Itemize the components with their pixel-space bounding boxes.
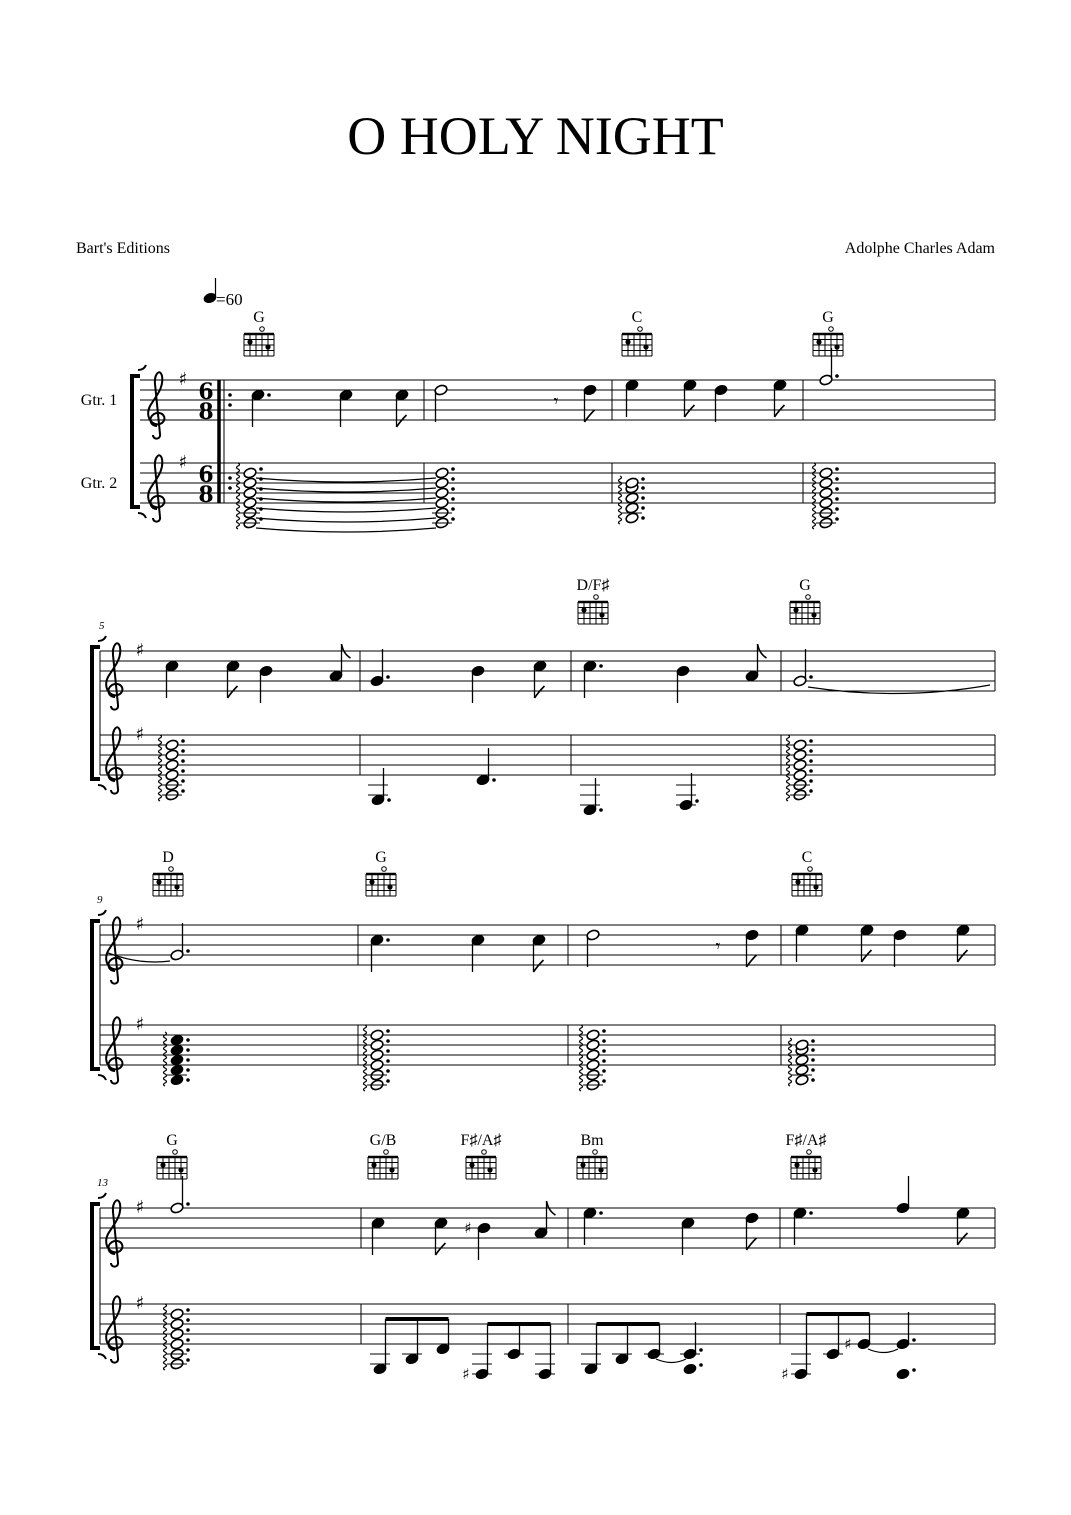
key-signature-sharp: ♯: [135, 724, 145, 745]
augmentation-dot: [835, 507, 839, 511]
chord-diagram-grid: [790, 595, 820, 624]
notehead: [435, 497, 449, 509]
chord-symbol: F♯/A♯: [460, 1132, 502, 1149]
augmentation-dot: [181, 759, 185, 763]
augmentation-dot: [809, 779, 813, 783]
chord-symbol: G/B: [369, 1132, 397, 1149]
augmentation-dot: [267, 393, 271, 397]
chord-diagram-dot: [625, 339, 630, 344]
augmentation-dot: [602, 1069, 606, 1073]
augmentation-dot: [186, 1358, 190, 1362]
notehead: [243, 467, 257, 479]
notehead: [819, 487, 833, 499]
augmentation-dot: [386, 1069, 390, 1073]
key-signature-sharp: ♯: [135, 1197, 145, 1218]
augmentation-dot: [809, 789, 813, 793]
sharp-accidental: ♯: [844, 1335, 852, 1353]
chord-symbol: G: [375, 849, 387, 866]
augmentation-dot: [602, 1079, 606, 1083]
flag: [436, 1243, 446, 1255]
treble-clef: [106, 917, 122, 983]
augmentation-dot: [809, 759, 813, 763]
notehead: [243, 497, 257, 509]
augmentation-dot: [186, 1058, 190, 1062]
notehead: [795, 1074, 809, 1086]
time-signature-bottom: 8: [198, 482, 214, 508]
notehead: [795, 1054, 809, 1066]
augmentation-dot: [186, 1078, 190, 1082]
notehead: [586, 1059, 600, 1071]
tie: [256, 488, 436, 492]
chord-diagram-dot: [160, 1162, 165, 1167]
chord-symbol: D: [162, 849, 174, 866]
augmentation-dot: [811, 1078, 815, 1082]
tie: [656, 1359, 686, 1363]
notehead: [243, 477, 257, 489]
chord-symbol: Bm: [580, 1132, 604, 1149]
tie: [256, 528, 436, 532]
augmentation-dot: [835, 497, 839, 501]
notehead: [586, 1029, 600, 1041]
chord-diagram-dot: [811, 612, 816, 617]
chord-diagram-dot: [369, 879, 374, 884]
composer-credit: Adolphe Charles Adam: [844, 240, 995, 257]
chord-diagram-dot: [643, 344, 648, 349]
key-signature-sharp: ♯: [135, 1014, 145, 1035]
augmentation-dot: [386, 1029, 390, 1033]
treble-clef: [148, 372, 164, 438]
augmentation-dot: [451, 517, 455, 521]
augmentation-dot: [811, 1048, 815, 1052]
augmentation-dot: [695, 799, 699, 803]
flag: [862, 950, 872, 962]
augmentation-dot: [641, 506, 645, 510]
chord-diagram-open-string: [829, 327, 834, 332]
augmentation-dot: [811, 1068, 815, 1072]
flag: [535, 686, 545, 698]
notehead: [819, 497, 833, 509]
augmentation-dot: [186, 1038, 190, 1042]
notehead: [165, 769, 179, 781]
staff-guitar-1: [140, 380, 995, 420]
chord-diagram-dot: [174, 884, 179, 889]
chord-diagram-open-string: [173, 1150, 178, 1155]
key-signature-sharp: ♯: [135, 1293, 145, 1314]
notehead: [625, 492, 639, 504]
notehead: [435, 467, 449, 479]
chord-symbol: F♯/A♯: [785, 1132, 827, 1149]
chord-diagram-open-string: [807, 1150, 812, 1155]
notehead: [625, 512, 639, 524]
notehead: [683, 1363, 697, 1375]
notehead: [795, 1064, 809, 1076]
chord-diagram-dot: [487, 1167, 492, 1172]
key-signature-sharp: ♯: [135, 914, 145, 935]
augmentation-dot: [451, 467, 455, 471]
chord-diagram-open-string: [806, 595, 811, 600]
measure-number: 5: [99, 620, 105, 632]
augmentation-dot: [492, 778, 496, 782]
augmentation-dot: [809, 675, 813, 679]
augmentation-dot: [186, 1202, 190, 1206]
chord-diagram-grid: [792, 867, 822, 896]
augmentation-dot: [811, 1039, 815, 1043]
augmentation-dot: [599, 1211, 603, 1215]
notehead: [165, 749, 179, 761]
augmentation-dot: [186, 1068, 190, 1072]
notehead: [170, 1318, 184, 1330]
chord-diagram-dot: [598, 1167, 603, 1172]
chord-diagram-open-string: [593, 1150, 598, 1155]
chord-diagram-dot: [178, 1167, 183, 1172]
notehead: [370, 1039, 384, 1051]
measure-number: 9: [97, 894, 103, 906]
notehead: [170, 1074, 184, 1086]
notehead: [819, 467, 833, 479]
time-signature-top: 6: [198, 379, 214, 405]
augmentation-dot: [599, 664, 603, 668]
augmentation-dot: [181, 769, 185, 773]
augmentation-dot: [809, 749, 813, 753]
repeat-dot: [228, 476, 232, 480]
notehead: [170, 1328, 184, 1340]
score-title: O HOLY NIGHT: [347, 106, 724, 166]
notehead: [793, 749, 807, 761]
chord-diagram-grid: [466, 1150, 496, 1179]
treble-clef: [106, 643, 122, 709]
chord-diagram-open-string: [260, 327, 265, 332]
notehead: [170, 1034, 184, 1046]
staff-guitar-2: [100, 735, 995, 775]
notehead: [370, 1029, 384, 1041]
key-signature-sharp: ♯: [178, 369, 188, 390]
notehead: [243, 487, 257, 499]
repeat-dot: [228, 393, 232, 397]
chord-diagram-grid: [622, 327, 652, 356]
time-signature-bottom: 8: [198, 399, 214, 425]
augmentation-dot: [186, 1308, 190, 1312]
system-bracket: [92, 921, 100, 1069]
notehead: [165, 739, 179, 751]
augmentation-dot: [809, 769, 813, 773]
chord-diagram-dot: [834, 344, 839, 349]
tie: [808, 685, 990, 694]
chord-diagram-dot: [599, 612, 604, 617]
augmentation-dot: [912, 1368, 916, 1372]
augmentation-dot: [641, 516, 645, 520]
augmentation-dot: [602, 1049, 606, 1053]
augmentation-dot: [386, 938, 390, 942]
notehead: [586, 1039, 600, 1051]
augmentation-dot: [699, 1348, 703, 1352]
augmentation-dot: [912, 1338, 916, 1342]
augmentation-dot: [451, 477, 455, 481]
chord-diagram-dot: [389, 1167, 394, 1172]
staff-guitar-1: [100, 1208, 995, 1248]
system-bracket: [92, 647, 100, 779]
augmentation-dot: [641, 477, 645, 481]
chord-diagram-open-string: [808, 867, 813, 872]
chord-diagram-grid: [368, 1150, 398, 1179]
staff-guitar-2: [100, 1025, 995, 1065]
chord-diagram-dot: [793, 607, 798, 612]
instrument-name-guitar-1: Gtr. 1: [80, 392, 118, 409]
treble-clef: [106, 1017, 122, 1083]
staff-guitar-1: [100, 651, 995, 691]
chord-symbol: G: [822, 309, 834, 326]
flag: [397, 415, 407, 427]
chord-diagram-grid: [157, 1150, 187, 1179]
augmentation-dot: [699, 1363, 703, 1367]
augmentation-dot: [386, 1079, 390, 1083]
chord-diagram-grid: [244, 327, 274, 356]
chord-diagram-open-string: [482, 1150, 487, 1155]
repeat-dot: [228, 486, 232, 490]
flag: [534, 960, 544, 972]
sharp-accidental: ♯: [781, 1365, 789, 1383]
treble-clef: [106, 1296, 122, 1362]
augmentation-dot: [386, 675, 390, 679]
chord-symbol: D/F♯: [576, 577, 610, 594]
eighth-rest: 𝄾: [553, 391, 559, 412]
chord-diagram-grid: [577, 1150, 607, 1179]
augmentation-dot: [181, 739, 185, 743]
tie: [256, 508, 436, 512]
augmentation-dot: [602, 1029, 606, 1033]
tie: [256, 478, 436, 482]
chord-diagram-open-string: [384, 1150, 389, 1155]
augmentation-dot: [835, 374, 839, 378]
flag: [228, 686, 238, 698]
tie: [256, 518, 436, 522]
chord-diagram-dot: [156, 879, 161, 884]
chord-diagram-dot: [581, 607, 586, 612]
chord-symbol: C: [631, 309, 643, 326]
chord-diagram-open-string: [594, 595, 599, 600]
chord-symbol: C: [801, 849, 813, 866]
notehead: [170, 1054, 184, 1066]
notehead: [170, 1064, 184, 1076]
sharp-accidental: ♯: [464, 1219, 472, 1237]
notehead: [170, 1308, 184, 1320]
sharp-accidental: ♯: [462, 1365, 470, 1383]
system-bracket: [132, 376, 140, 507]
augmentation-dot: [602, 1059, 606, 1063]
chord-diagram-dot: [813, 884, 818, 889]
chord-symbol: G: [799, 577, 811, 594]
tie: [256, 498, 436, 502]
notehead: [435, 487, 449, 499]
augmentation-dot: [386, 1059, 390, 1063]
augmentation-dot: [259, 467, 263, 471]
system-bracket-hook: [98, 636, 106, 790]
time-signature-top: 6: [198, 462, 214, 488]
augmentation-dot: [186, 949, 190, 953]
tempo-marking: =60: [216, 290, 243, 309]
chord-diagram-dot: [371, 1162, 376, 1167]
flag: [958, 1233, 968, 1245]
notehead: [435, 477, 449, 489]
system-bracket: [92, 1204, 100, 1348]
augmentation-dot: [835, 487, 839, 491]
notehead: [793, 769, 807, 781]
key-signature-sharp: ♯: [135, 640, 145, 661]
notehead: [819, 477, 833, 489]
eighth-rest: 𝄾: [715, 936, 721, 957]
augmentation-dot: [181, 779, 185, 783]
chord-diagram-grid: [153, 867, 183, 896]
chord-symbol: G: [166, 1132, 178, 1149]
augmentation-dot: [835, 467, 839, 471]
augmentation-dot: [186, 1048, 190, 1052]
augmentation-dot: [451, 507, 455, 511]
flag: [685, 405, 695, 417]
treble-clef: [148, 455, 164, 521]
staff-guitar-2: [140, 463, 995, 503]
system-bracket-hook: [138, 365, 146, 518]
augmentation-dot: [811, 1058, 815, 1062]
augmentation-dot: [641, 486, 645, 490]
augmentation-dot: [599, 808, 603, 812]
chord-diagram-grid: [366, 867, 396, 896]
augmentation-dot: [809, 739, 813, 743]
augmentation-dot: [181, 789, 185, 793]
notehead: [625, 502, 639, 514]
chord-diagram-dot: [795, 879, 800, 884]
chord-diagram-open-string: [169, 867, 174, 872]
flag: [958, 950, 968, 962]
augmentation-dot: [181, 749, 185, 753]
notehead: [170, 1338, 184, 1350]
notehead: [793, 759, 807, 771]
key-signature-sharp: ♯: [178, 452, 188, 473]
chord-diagram-dot: [469, 1162, 474, 1167]
chord-diagram-dot: [265, 344, 270, 349]
chord-diagram-dot: [387, 884, 392, 889]
notehead: [586, 1049, 600, 1061]
chord-diagram-open-string: [382, 867, 387, 872]
repeat-dot: [228, 403, 232, 407]
notehead: [370, 1059, 384, 1071]
chord-diagram-grid: [578, 595, 608, 624]
flag: [775, 405, 785, 417]
augmentation-dot: [386, 1049, 390, 1053]
instrument-name-guitar-2: Gtr. 2: [80, 475, 118, 492]
chord-diagram-grid: [791, 1150, 821, 1179]
chord-diagram-dot: [247, 339, 252, 344]
tie: [868, 1349, 898, 1353]
notehead: [896, 1368, 910, 1380]
chord-diagram-open-string: [638, 327, 643, 332]
augmentation-dot: [186, 1318, 190, 1322]
augmentation-dot: [835, 517, 839, 521]
augmentation-dot: [186, 1338, 190, 1342]
measure-number: 13: [97, 1177, 108, 1189]
augmentation-dot: [451, 497, 455, 501]
notehead: [370, 1049, 384, 1061]
augmentation-dot: [451, 487, 455, 491]
notehead: [170, 1044, 184, 1056]
arpeggio-mark: [164, 1032, 167, 1086]
augmentation-dot: [186, 1348, 190, 1352]
augmentation-dot: [602, 1039, 606, 1043]
chord-diagram-dot: [580, 1162, 585, 1167]
chord-diagram-grid: [813, 327, 843, 356]
augmentation-dot: [386, 1039, 390, 1043]
chord-diagram-dot: [816, 339, 821, 344]
augmentation-dot: [641, 496, 645, 500]
chord-diagram-dot: [794, 1162, 799, 1167]
augmentation-dot: [809, 1211, 813, 1215]
treble-clef: [106, 1200, 122, 1266]
chord-symbol: G: [253, 309, 265, 326]
augmentation-dot: [387, 798, 391, 802]
notehead: [793, 739, 807, 751]
augmentation-dot: [835, 477, 839, 481]
chord-diagram-dot: [812, 1167, 817, 1172]
publisher-credit: Bart's Editions: [76, 240, 170, 257]
treble-clef: [106, 727, 122, 793]
augmentation-dot: [186, 1328, 190, 1332]
notehead: [165, 759, 179, 771]
